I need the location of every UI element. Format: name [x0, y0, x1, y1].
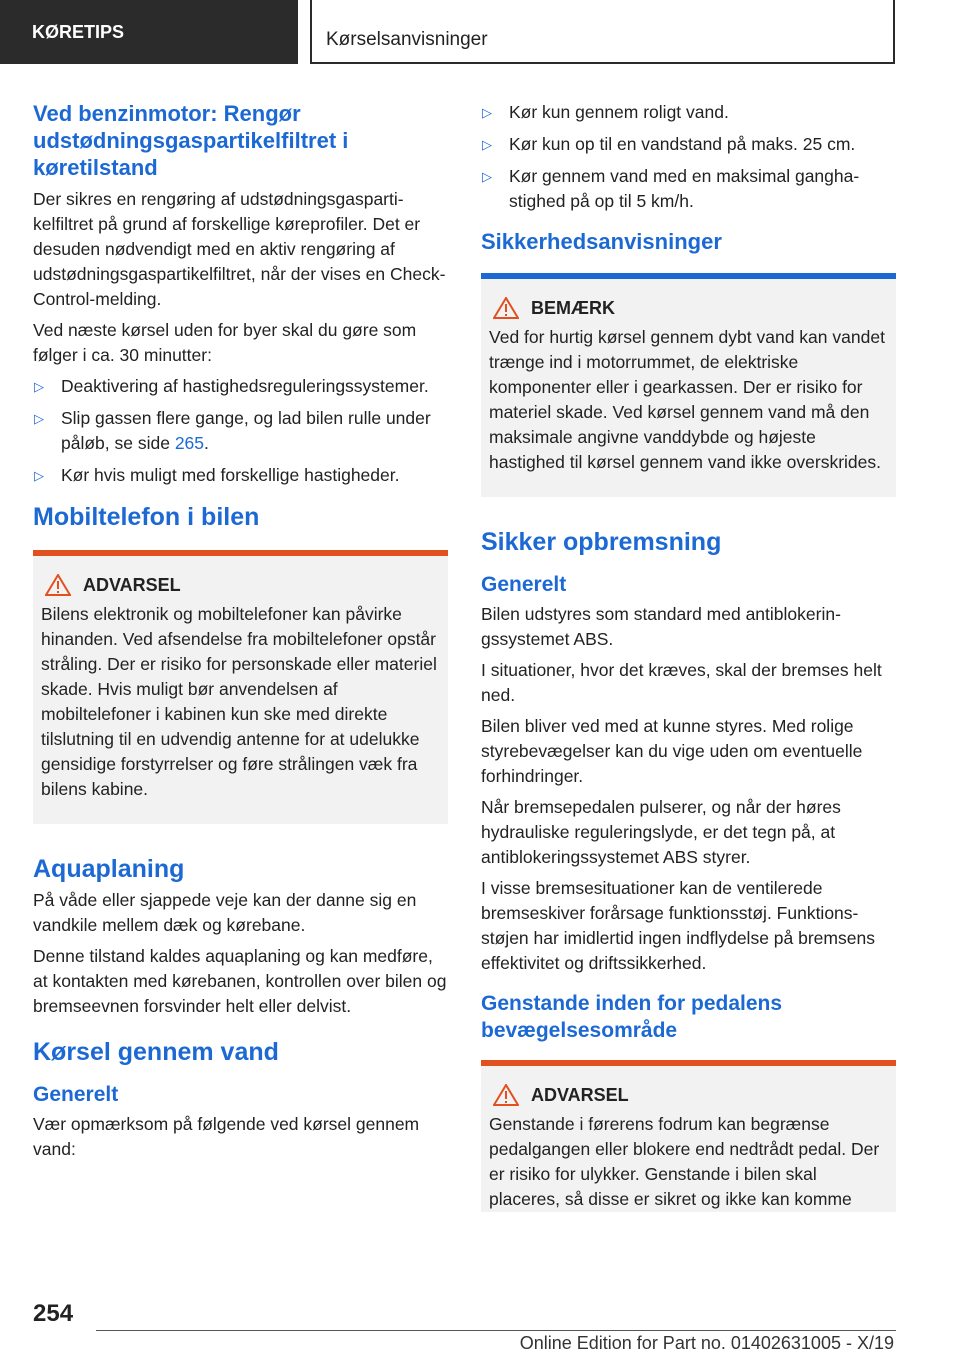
list-item-text: . [204, 433, 209, 453]
list-item [33, 463, 448, 488]
bullet-icon: ▷ [482, 105, 492, 120]
list-item-text: Kør kun gennem roligt vand. [509, 102, 729, 122]
bullet-icon: ▷ [34, 468, 44, 483]
heading-aquaplaning: Aquaplaning [33, 855, 185, 883]
paragraph: Denne tilstand kaldes aquaplaning og kan medføre, at kontakten med kørebanen, kontrollen over bilen og bremseevnen forsvinder helt eller delvist. [33, 946, 447, 1016]
paragraph: Der sikres en rengøring af udstødningsgaspartikelfiltret på grund af forskellige køreprofiler. Det er desuden nødvendigt med en aktiv rengøring af udstødningsgaspartikelfiltret, når der vises en Check-Control-melding. [33, 189, 446, 309]
warning-text: Genstande i førerens fodrum kan begrænse pedalgangen eller blokere end nedtrådt pedal. Der er risiko for ulykker. Genstande i bilen skal placeres, så disse er sikret og ikke kan komme [489, 1114, 880, 1209]
chapter-tab: KØRETIPS [0, 0, 298, 64]
warning-box [481, 1060, 896, 1212]
heading-mobiltelefon: Mobiltelefon i bilen [33, 503, 260, 531]
bullet-list [481, 100, 896, 214]
warning-triangle-icon [493, 297, 519, 319]
list-item [481, 132, 896, 157]
edition-note: Online Edition for Part no. 01402631005 - X/19 [519, 1333, 894, 1353]
list-item-text: Slip gassen flere gange, og lad bilen rulle under påløb, se side [61, 408, 431, 453]
list-item [33, 374, 448, 399]
warning-triangle-icon [493, 1084, 519, 1106]
paragraph: Bilen bliver ved med at kunne styres. Med rolige styrebevægelser kan du vige uden om eventuelle forhindringer. [481, 716, 863, 786]
list-item [481, 100, 896, 125]
list-item-text: Deaktivering af hastighedsreguleringssystemer. [61, 376, 429, 396]
paragraph: Når bremsepedalen pulserer, og når der høres hydrauliske reguleringslyde, er det tegn på, at antiblokeringssystemet ABS styrer. [481, 797, 841, 867]
footer-divider [96, 1330, 896, 1331]
note-box [481, 273, 896, 497]
heading-korsel-gennem-vand: Kørsel gennem vand [33, 1038, 279, 1066]
heading-generelt: Generelt [481, 573, 567, 596]
heading-sikker-opbremsning: Sikker opbremsning [481, 528, 722, 556]
warning-title [489, 1084, 888, 1106]
heading-sikkerhedsanvisninger: Sikkerhedsanvisninger [481, 229, 722, 254]
bullet-icon: ▷ [34, 379, 44, 394]
paragraph: På våde eller sjappede veje kan der danne sig en vandkile mellem dæk og kørebane. [33, 890, 417, 935]
left-column [33, 100, 448, 1168]
bullet-icon: ▷ [482, 137, 492, 152]
heading-generelt: Generelt [33, 1083, 119, 1106]
paragraph: Bilen udstyres som standard med antiblokeringssystemet ABS. [481, 604, 841, 649]
paragraph: Vær opmærksom på følgende ved kørsel gennem vand: [33, 1114, 420, 1159]
warning-label: ADVARSEL [531, 1084, 629, 1105]
list-item [481, 164, 896, 214]
bullet-list [33, 374, 448, 488]
list-item-text: Kør gennem vand med en maksimal ganghastighed på op til 5 km/h. [509, 166, 860, 211]
heading-benzinmotor: Ved benzinmotor: Rengør udstødningsgaspartikelfiltret i køretilstand [33, 101, 349, 180]
note-text: Ved for hurtig kørsel gennem dybt vand kan vandet trænge ind i motorrummet, de elektriske komponenter eller i gearkassen. Der er risiko for materiel skade. Ved kørsel gennem vand må den maksimale angivne vanddybde og højeste hastighed til kørsel gennem vand ikke overskrides. [489, 327, 885, 472]
paragraph: Ved næste kørsel uden for byer skal du gøre som følger i ca. 30 minutter: [33, 320, 417, 365]
page-number: 254 [33, 1300, 74, 1327]
note-title [489, 297, 888, 319]
warning-triangle-icon [45, 574, 71, 596]
note-label: BEMÆRK [531, 297, 615, 318]
list-item-text: Kør kun op til en vandstand på maks. 25 cm. [509, 134, 856, 154]
warning-label: ADVARSEL [83, 574, 181, 595]
page-link[interactable]: 265 [174, 433, 205, 453]
list-item [33, 406, 448, 456]
paragraph: I situationer, hvor det kræves, skal der bremses helt ned. [481, 660, 882, 705]
bullet-icon: ▷ [34, 411, 44, 426]
right-column [481, 100, 896, 1242]
list-item-text: Kør hvis muligt med forskellige hastigheder. [61, 465, 400, 485]
heading-genstande: Genstande inden for pedalens bevægelsesområde [481, 992, 783, 1042]
paragraph: I visse bremsesituationer kan de ventilerede bremseskiver forårsage funktionsstøj. Funktionsstøjen har imidlertid ingen indflydelse på bremsens effektivitet og driftssikkerhed. [481, 878, 875, 973]
warning-box [33, 550, 448, 824]
bullet-icon: ▷ [482, 169, 492, 184]
warning-title [41, 574, 440, 596]
warning-text: Bilens elektronik og mobiltelefoner kan påvirke hinanden. Ved afsendelse fra mobiltelefoner opstår stråling. Der er risiko for personskade eller materiel skade. Hvis muligt bør anvendelsen af mobiltelefoner i kabinen kun ske med direkte tilslutning til en udvendig antenne for at udelukke gensidige forstyrrelser og føre strålingen væk fra bilens kabine. [41, 604, 437, 799]
section-title: Kørselsanvisninger [310, 0, 895, 64]
